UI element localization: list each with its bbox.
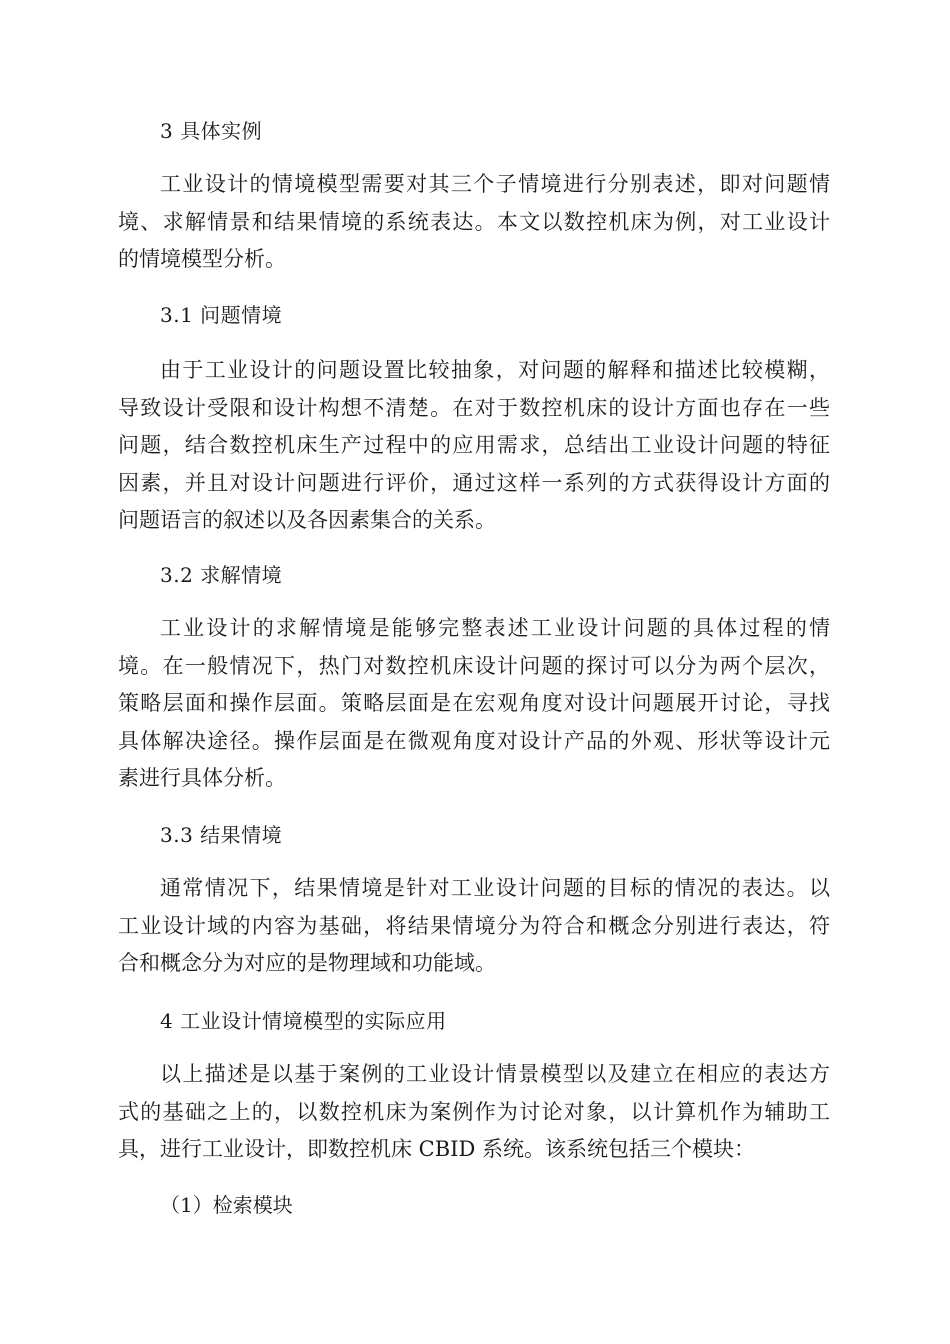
paragraph-line: 工业设计的情境模型需要对其三个子情境进行分别表述，即对问题情 xyxy=(160,172,830,196)
heading-3-2: 3.2 求解情境 xyxy=(160,563,283,587)
paragraph-4 xyxy=(118,1056,830,1169)
heading-4: 4 工业设计情境模型的实际应用 xyxy=(160,1009,447,1033)
paragraph-line: 通常情况下，结果情境是针对工业设计问题的目标的情况的表达。以 xyxy=(160,876,830,900)
paragraph-line: 式的基础之上的，以数控机床为案例作为讨论对象，以计算机作为辅助工 xyxy=(118,1099,830,1124)
paragraph-line: 以上描述是以基于案例的工业设计情景模型以及建立在相应的表达方 xyxy=(160,1062,830,1086)
paragraph-line: 由于工业设计的问题设置比较抽象，对问题的解释和描述比较模糊， xyxy=(160,358,830,382)
paragraph-line: 境。在一般情况下，热门对数控机床设计问题的探讨可以分为两个层次， xyxy=(118,653,830,678)
paragraph-line: 具，进行工业设计，即数控机床 CBID 系统。该系统包括三个模块： xyxy=(118,1137,755,1161)
list-item-retrieval-module: （1）检索模块 xyxy=(160,1193,293,1217)
heading-3: 3 具体实例 xyxy=(160,119,263,143)
heading-3-3: 3.3 结果情境 xyxy=(160,823,283,847)
paragraph-3-3 xyxy=(118,870,830,983)
paragraph-line: 的情境模型分析。 xyxy=(118,247,286,271)
paragraph-3-1 xyxy=(118,352,830,540)
paragraph-line: 工业设计域的内容为基础，将结果情境分为符合和概念分别进行表达，符 xyxy=(118,913,830,938)
paragraph-3 xyxy=(118,166,830,279)
paragraph-line: 问题语言的叙述以及各因素集合的关系。 xyxy=(118,508,496,532)
paragraph-line: 具体解决途径。操作层面是在微观角度对设计产品的外观、形状等设计元 xyxy=(118,728,830,753)
paragraph-line: 素进行具体分析。 xyxy=(118,766,286,790)
paragraph-3-2 xyxy=(118,610,830,798)
paragraph-line: 导致设计受限和设计构想不清楚。在对于数控机床的设计方面也存在一些 xyxy=(118,395,830,420)
paragraph-line: 因素，并且对设计问题进行评价，通过这样一系列的方式获得设计方面的 xyxy=(118,470,830,495)
heading-3-1: 3.1 问题情境 xyxy=(160,303,283,327)
paragraph-line: 境、求解情景和结果情境的系统表达。本文以数控机床为例，对工业设计 xyxy=(118,209,830,234)
paragraph-line: 策略层面和操作层面。策略层面是在宏观角度对设计问题展开讨论，寻找 xyxy=(118,691,830,715)
paragraph-line: 工业设计的求解情境是能够完整表述工业设计问题的具体过程的情 xyxy=(160,616,830,640)
paragraph-line: 合和概念分为对应的是物理域和功能域。 xyxy=(118,951,496,975)
paragraph-line: 问题，结合数控机床生产过程中的应用需求，总结出工业设计问题的特征 xyxy=(118,433,830,457)
